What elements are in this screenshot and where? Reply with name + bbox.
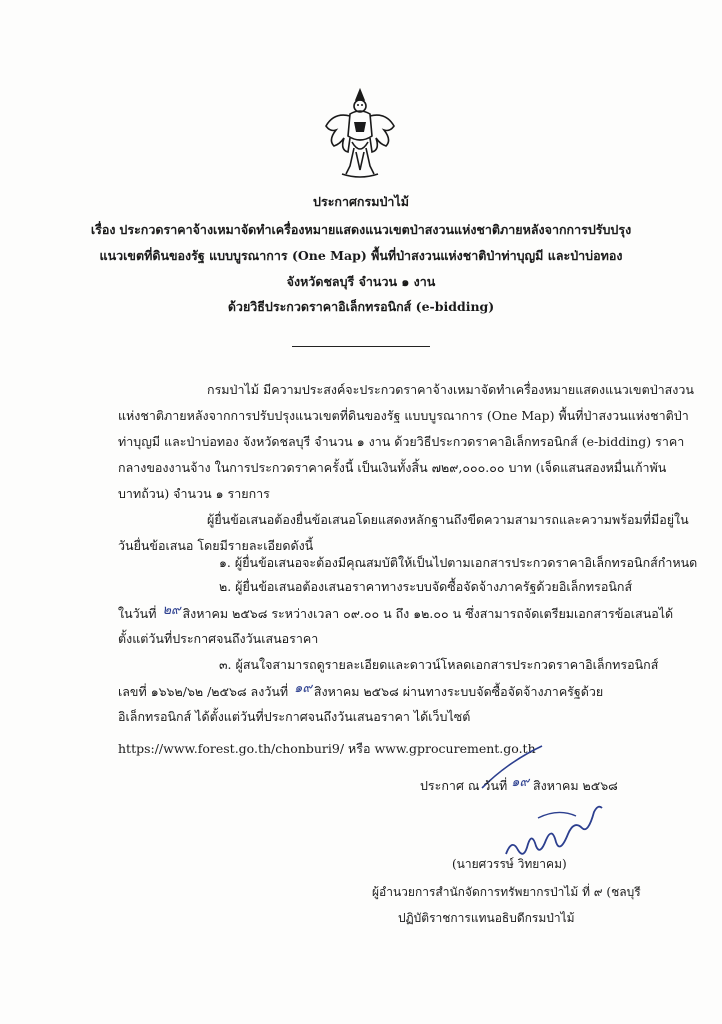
item-2-line-2	[118, 603, 673, 624]
header-divider	[292, 346, 430, 347]
subject-line-1	[0, 220, 722, 240]
p1-line-5: บาทถ้วน) จำนวน ๑ รายการ	[118, 486, 270, 501]
handwritten-doc-day: ๑๙	[294, 681, 312, 696]
p1-line-2: แห่งชาติภายหลังจากการปรับปรุงแนวเขตที่ดินของรัฐ แบบบูรณาการ (One Map) พื้นที่ป่าสงวนแห่งชาติป่า	[118, 408, 689, 423]
garuda-emblem	[320, 86, 400, 182]
announce-suffix: สิงหาคม ๒๕๖๘	[532, 778, 618, 793]
agency-title: ประกาศกรมป่าไม้	[313, 194, 409, 209]
p1-line-3: ท่าบุญมี และป่าบ่อทอง จังหวัดชลบุรี จำนวน ๑ งาน ด้วยวิธีประกวดราคาอิเล็กทรอนิกส์ (e-bidding) ราคา	[118, 434, 685, 449]
subject-text-1: ประกวดราคาจ้างเหมาจัดทำเครื่องหมายแสดงแนวเขตป่าสงวนแห่งชาติภายหลังจากการปรับปรุง	[119, 222, 632, 237]
handwritten-bid-day: ๒๙	[162, 603, 181, 618]
item-3-doc-prefix: เลขที่ ๑๖๖๒/๖๒ /๒๕๖๘ ลงวันที่	[118, 684, 289, 699]
announce-date	[420, 775, 618, 796]
item-2-date-suffix: สิงหาคม ๒๕๖๘ ระหว่างเวลา ๐๙.๐๐ น ถึง ๑๒.๐๐ น ซึ่งสามารถจัดเตรียมเอกสารข้อเสนอได้	[182, 606, 674, 621]
p1-line-4: กลางของงานจ้าง ในการประกวดราคาครั้งนี้ เป็นเงินทั้งสิ้น ๗๒๙,๐๐๐.๐๐ บาท (เจ็ดแสนสองหมื่นเก้าพัน	[118, 460, 667, 475]
signer-title-2: ปฏิบัติราชการแทนอธิบดีกรมป่าไม้	[398, 911, 575, 925]
announce-prefix: ประกาศ ณ วันที่	[420, 778, 508, 793]
subject-line-3: จังหวัดชลบุรี จำนวน ๑ งาน	[286, 274, 436, 289]
subject-line-4: ด้วยวิธีประกวดราคาอิเล็กทรอนิกส์ (e-bidding)	[227, 299, 495, 314]
item-2-date-prefix: ในวันที่	[118, 606, 157, 621]
item-1: ๑. ผู้ยื่นข้อเสนอจะต้องมีคุณสมบัติให้เป็นไปตามเอกสารประกวดราคาอิเล็กทรอนิกส์กำหนด	[219, 555, 698, 570]
item-3-doc-suffix: สิงหาคม ๒๕๖๘ ผ่านทางระบบจัดซื้อจัดจ้างภาครัฐด้วย	[313, 684, 604, 699]
p2-line-1: ผู้ยื่นข้อเสนอต้องยื่นข้อเสนอโดยแสดงหลักฐานถึงขีดความสามารถและความพร้อมที่มีอยู่ใน	[207, 512, 689, 527]
subject-label: เรื่อง	[90, 222, 116, 237]
signer-title-1: ผู้อำนวยการสำนักจัดการทรัพยากรป่าไม้ ที่ ๙ (ชลบุรี	[372, 885, 641, 899]
item-3-line-2	[118, 681, 603, 702]
subject-line-2: แนวเขตที่ดินของรัฐ แบบบูรณาการ (One Map) พื้นที่ป่าสงวนแห่งชาติป่าท่าบุญมี และป่าบ่อทอง	[99, 248, 623, 263]
p2-line-2: วันยื่นข้อเสนอ โดยมีรายละเอียดดังนี้	[118, 538, 314, 553]
item-2-line-3: ตั้งแต่วันที่ประกาศจนถึงวันเสนอราคา	[118, 631, 319, 646]
item-3-line-1: ๓. ผู้สนใจสามารถดูรายละเอียดและดาวน์โหลดเอกสารประกวดราคาอิเล็กทรอนิกส์	[219, 657, 659, 672]
item-3-line-3: อิเล็กทรอนิกส์ ได้ตั้งแต่วันที่ประกาศจนถึงวันเสนอราคา ได้เว็บไซต์	[118, 709, 471, 724]
item-2-line-1: ๒. ผู้ยื่นข้อเสนอต้องเสนอราคาทางระบบจัดซื้อจัดจ้างภาครัฐด้วยอิเล็กทรอนิกส์	[219, 579, 633, 594]
signer-name: (นายศวรรษ์ วิทยาคม)	[452, 857, 567, 871]
website-urls: https://www.forest.go.th/chonburi9/ หรือ www.gprocurement.go.th	[118, 741, 536, 756]
p1-line-1: กรมป่าไม้ มีความประสงค์จะประกวดราคาจ้างเหมาจัดทำเครื่องหมายแสดงแนวเขตป่าสงวน	[207, 382, 694, 397]
handwritten-announce-day: ๑๙	[511, 775, 529, 790]
